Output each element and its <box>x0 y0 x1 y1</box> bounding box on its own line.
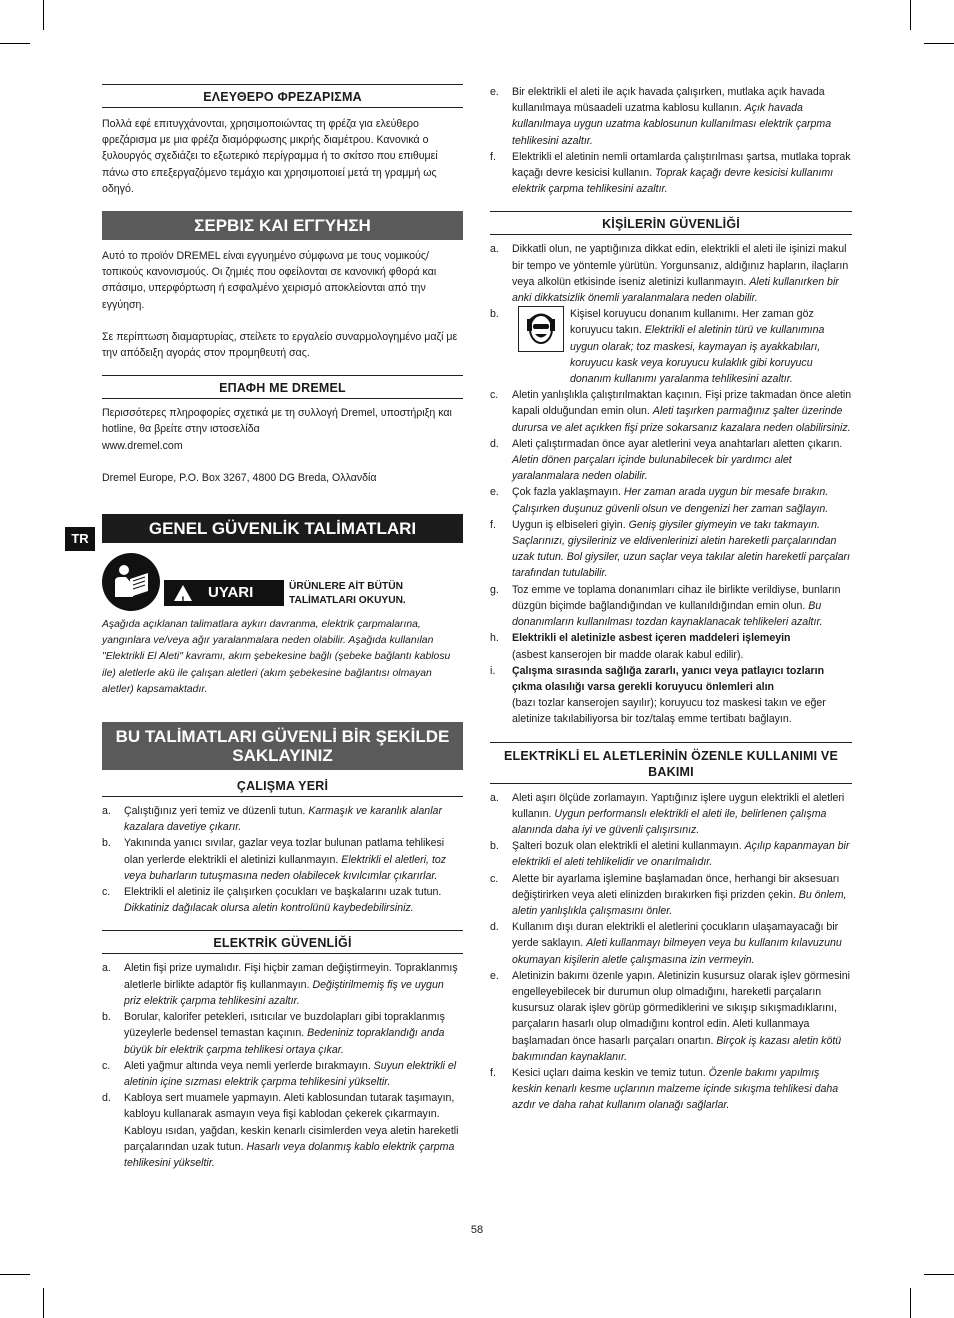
list-marker: c. <box>102 886 111 899</box>
list-item <box>490 630 852 662</box>
list-marker: d. <box>490 437 499 450</box>
list-item-text: Toz emme ve toplama donanımları cihaz ile birlikte verildiyse, bunların düzgün biçimde bağlandığından ve kullanıldığından emin olun. <box>512 583 841 612</box>
list-item <box>490 436 852 485</box>
list-item <box>102 803 463 835</box>
list-marker: g. <box>490 583 499 596</box>
list-item-note: Açık havada kullanılmaya uygun uzatma kablosunun kullanılması elektrik çarpma tehlikesini azaltır. <box>512 102 832 147</box>
list-item-note: Aleti taşırken parmağınız şalter üzerinde durursa ve alet açıkken fişi prize sokarsanız kazalara neden olabilirsiniz. <box>512 405 851 434</box>
list-item <box>490 306 852 387</box>
list-item <box>490 838 852 870</box>
list-item <box>490 84 852 149</box>
list-marker: e. <box>490 86 499 98</box>
list-marker: e. <box>490 486 499 499</box>
list-item <box>490 1065 852 1114</box>
list-item <box>102 1009 463 1058</box>
list-item-note: Her zaman arada uygun bir mesafe bırakın. Çalışırken duşunuz güvenli olsun ve dengenizi her zaman sağlayın. <box>512 486 829 515</box>
page-number: 58 <box>470 1224 484 1236</box>
list-marker: f. <box>490 518 496 531</box>
general-intro: Aşağıda açıklanan talimatlara aykırı davranma, elektrik çarpmalarına, yangınlara ve/veya ağır yaralanmalara neden olabilir. Aşağıda kullanılan "Elektrikli El Aleti" kavramı, akım şebekesine bağlı (şebeke bağlantı kablosu ile) aletlerle akü ile çalışan aletleri (akım şebekesine bağlantısı olmayan aletler) kapsamaktadır. <box>102 619 451 695</box>
list-item-text: Yakınında yanıcı sıvılar, gazlar veya tozlar bulunan patlama tehlikesi olan yerlerde elektrikli el aletinizi kullanmayın. <box>124 837 445 866</box>
list-item <box>490 968 852 1065</box>
list-item <box>490 919 852 968</box>
list-marker: a. <box>490 791 499 804</box>
list-item-text: Çok fazla yaklaşmayın. <box>512 486 621 499</box>
contact-text: Περισσότερες πληροφορίες σχετικά με τη συλλογή Dremel, υποστήριξη και hotline, θα βρείτε στην ιστοσελίδα <box>102 407 452 436</box>
list-item-text: (bazı tozlar kanserojen sayılır); koruyucu toz maskesi takın ve eğer aletinize takılabiliyorsa bir toz/talaş emme tertibatı bağlayın. <box>512 697 826 726</box>
service-text-1: Αυτό το προϊόν DREMEL είναι εγγυημένο σύμφωνα με τους νομικούς/ τοπικούς κανονισμούς. Οι ζημιές που οφείλονται σε κανονική φθορά και σπάσιμο, υπερφόρτωση ή εσφαλμένο χειρισμό αποκλείονται από την εγγύηση. <box>102 250 437 311</box>
list-item-text: Uygun iş elbiseleri giyin. <box>512 518 626 531</box>
service-text-2: Σε περίπτωση διαμαρτυρίας, στείλετε το εργαλείο συναρμολογημένο μαζί με την απόδειξη αγοράς στον προμηθευτή σας. <box>102 330 458 360</box>
list-marker: a. <box>490 243 499 256</box>
list-item-text: (asbest kanserojen bir madde olarak kabul edilir). <box>512 648 744 661</box>
list-item-note: Aletin dönen parçaları içinde bulunabilecek bir yardımcı alet yaralanmalara neden olabilir. <box>512 454 792 483</box>
list-item-text: Aletinizin bakımı özenle yapın. Aletinizin kusursuz olarak işlev görmesini engelleyebilecek bir durumun olup olmadığını, hareketli parçaların kusursuz olarak işlev görüp görmediklerini ve sıkışıp sıkışmadıklarını, parçaların hasarlı olup olmadığını kontrol edin. Aleti kullanmaya başlamadan önce hasarlı parçaları onartın. <box>512 969 850 1047</box>
list-item <box>490 484 852 516</box>
list-marker: d. <box>490 921 499 934</box>
list-item-text: Alette bir ayarlama işlemine başlamadan önce, herhangi bir aksesuarı değiştirirken veya aleti elinizden bırakırken fişi prizden çekin. <box>512 872 840 901</box>
list-item-text: Kesici uçları daima keskin ve temiz tutun. <box>512 1066 706 1079</box>
list-item <box>102 835 463 884</box>
list-item-text: Aleti yağmur altında veya nemli yerlerde bırakmayın. <box>124 1059 371 1072</box>
list-item-note: Açılıp kapanmayan bir elektrikli el aleti tehlikelidir ve onarılmalıdır. <box>512 840 850 869</box>
left-column <box>102 84 463 1171</box>
list-item <box>490 241 852 306</box>
personal-list <box>490 241 852 727</box>
list-item-note: Bu önlem, aletin yanlışlıkla çalışmasını önler. <box>512 888 847 917</box>
electrical-list <box>102 960 463 1171</box>
list-item <box>490 582 852 631</box>
warning-text: ÜRÜNLERE AİT BÜTÜN TALİMATLARI OKUYUN. <box>289 581 406 607</box>
list-marker: f. <box>490 150 496 163</box>
list-item-text: Aletin yanlışlıkla çalıştırılmaktan kaçının. Fişi prize takmadan önce aletin kapali olduğundan emin olun. <box>512 389 852 418</box>
list-marker: b. <box>102 837 111 850</box>
list-item-note: Bedeniniz topraklandığı anda büyük bir elektrik çarpma tehlikesi ortaya çıkar. <box>124 1027 445 1056</box>
list-item-note: Karmaşık ve karanlık alanlar kazalara davetiye çıkarır. <box>124 805 442 834</box>
care-list <box>490 790 852 1114</box>
list-item-note: Birçok iş kazası aletin kötü bakımından kaynaklanır. <box>512 1034 842 1063</box>
list-item-note: Özenle bakımı yapılmış keskin kenarlı kesme uçlarının malzeme içinde sıkışma tehlikesi daha azdır ve daha rahat kullanım olanağı sağlarlar. <box>512 1066 839 1112</box>
list-marker: a. <box>102 805 111 818</box>
right-column <box>490 84 852 1114</box>
list-item-text: Elektrikli el aletiniz ile çalışırken çocukları ve başkalarını uzak tutun. <box>124 886 442 899</box>
list-marker: i. <box>490 664 496 677</box>
work-area-heading: ÇALIŞMA YERİ <box>102 774 463 797</box>
list-marker: c. <box>490 389 499 402</box>
list-item <box>490 517 852 582</box>
warning-row <box>102 553 463 617</box>
list-item <box>102 1090 463 1171</box>
list-item-text: Kişisel koruyucu donanım kullanımı. Her zaman göz koruyucu takın. <box>570 308 814 337</box>
read-manual-icon <box>102 553 160 611</box>
freehand-text: Πολλά εφέ επιτυγχάνονται, χρησιμοποιώντας τη φρέζα για ελεύθερο φρεζάρισμα με μια φρέζα διαμόρφωσης μικρής διαμέτρου. Κανονικά ο ξυλουργός σχεδιάζει το εξωτερικό περίγραμμα ή το σκίτσο που επιθυμεί πάνω στο επεξεργαζόμενο τεμάχιο και χρησιμοποιεί μετά τη γραμμή ως οδηγό. <box>102 118 438 195</box>
list-item <box>102 960 463 1009</box>
list-item-text: Bir elektrikli el aleti ile açık havada çalışırken, mutlaka açık havada kullanılmaya müsaadeli uzatma kablosu kullanın. <box>512 86 825 115</box>
list-item-note: Elektrikli el aletleri, toz veya buharların tutuşmasına neden olabilecek kıvılcımlar çıkarırlar. <box>124 853 447 882</box>
list-item-bold: Çalışma sırasında sağlığa zararlı, yanıcı veya patlayıcı tozların çıkma olasılığı varsa gerekli koruyucu önlemleri alın <box>512 664 825 693</box>
list-item-text: Aleti aşırı ölçüde zorlamayın. Yaptığınız işlere uygun elektrikli el aletleri kullanın. <box>512 791 845 820</box>
list-item <box>490 387 852 436</box>
list-item-note: Dikkatiniz dağılacak olursa aletin kontrolünü kaybedebilirsiniz. <box>124 902 414 915</box>
electrical-heading: ELEKTRİK GÜVENLİĞİ <box>102 930 463 954</box>
list-marker: c. <box>490 872 499 885</box>
list-item-note: Geniş giysiler giymeyin ve takı takmayın. Saçlarınızı, giysileriniz ve eldivenlerinizi aletin hareketli parçalarından uzak tutun. Bol giysiler, uzun saçlar veya takılar aletin hareketli parçaları tarafından tutulabilir. <box>512 518 850 580</box>
list-marker: e. <box>490 969 499 982</box>
keep-instructions-heading: BU TALİMATLARI GÜVENLİ BİR ŞEKİLDE SAKLAYINIZ <box>102 722 463 770</box>
personal-safety-heading: KİŞİLERİN GÜVENLİĞİ <box>490 211 852 235</box>
list-item-text: Çalıştığınız yeri temiz ve düzenli tutun. <box>124 805 306 818</box>
contact-heading: ΕΠΑΦΗ ΜΕ DREMEL <box>102 375 463 399</box>
list-item-note: Uygun performanslı elektrikli el aleti ile, belirlenen çalışma alanında daha iyi ve güvenli çalışırsınız. <box>512 807 827 836</box>
list-item-note: Elektrikli el aletinin türü ve kullanımına uygun olarak; toz maskesi, kaymayan iş ayakkabıları, koruyucu kask veya koruyucu kulaklık gibi koruyucu donanım kullanımı yaralanma tehlikesini azaltır. <box>570 324 825 386</box>
list-marker: h. <box>490 632 499 645</box>
list-item-text: Dikkatli olun, ne yaptığınıza dikkat edin, elektrikli el aleti ile işinizi makul bir tempo ve yöntemle yürütün. Yorgunsanız, aldığınız hapların, ilaçların veya alkolün etkisinde iseniz aletinizi kullanmayın. <box>512 243 849 288</box>
list-marker: c. <box>102 1059 111 1072</box>
care-heading: ELEKTRİKLİ EL ALETLERİNİN ÖZENLE KULLANIMI VE BAKIMI <box>490 742 852 784</box>
list-item-note: Toprak kaçağı devre kesicisi kullanımı elektrik çarpma tehlikesini azaltır. <box>512 167 834 196</box>
electrical-list-continued <box>490 84 852 197</box>
list-item-text: Şalteri bozuk olan elektrikli el aletini kullanmayın. <box>512 840 742 853</box>
list-item-note: Hasarlı veya dolanmış kablo elektrik çarpma tehlikesini yükseltir. <box>124 1140 455 1169</box>
list-marker: d. <box>102 1092 111 1105</box>
face-mask-icon <box>518 306 564 352</box>
list-item-note: Değiştirilmemiş fiş ve uygun priz elektrik çarpma tehlikesini azaltır. <box>124 978 444 1007</box>
list-item-note: Bu donanımların kullanılması tozdan kaynaklanacak tehlikeleri azaltır. <box>512 599 823 629</box>
list-item-note: Aleti kullanmayı bilmeyen veya bu kullanım kılavuzunu okumayan kişilerin aletle çalışmasına izin vermeyin. <box>512 937 842 966</box>
list-item-note: Suyun elektrikli el aletinin içine sızması elektrik çarpma tehlikesini yükseltir. <box>124 1059 457 1088</box>
list-item-text: Elektrikli el aletinin nemli ortamlarda çalıştırılması şartsa, mutlaka toprak kaçağı devre kesicisi kullanın. <box>512 150 851 180</box>
list-item-text: Aleti çalıştırmadan önce ayar aletlerini veya anahtarları aletten çıkarın. <box>512 437 843 450</box>
language-tab: TR <box>65 527 95 551</box>
list-item-text: Aletin fişi prize uymalıdır. Fişi hiçbir zaman değiştirmeyin. Topraklanmış aletlerle birlikte adaptör fiş kullanmayın. <box>124 962 458 991</box>
list-item-bold: Elektrikli el aletinizle asbest içeren maddeleri işlemeyin <box>512 632 791 645</box>
list-item <box>490 871 852 920</box>
list-item <box>102 884 463 916</box>
service-heading: ΣΕΡΒΙΣ ΚΑΙ ΕΓΓΥΗΣΗ <box>102 211 463 240</box>
list-marker: b. <box>490 840 499 853</box>
list-item <box>490 790 852 839</box>
list-item-note: Aleti kullanırken bir anki dikkatsizlik önemli yaralanmalara neden olabilir. <box>512 275 839 305</box>
warning-badge: ! UYARI <box>164 580 284 606</box>
freehand-heading: ΕΛΕΥΘΕΡΟ ΦΡΕΖΑΡΙΣΜΑ <box>102 84 463 108</box>
work-area-list <box>102 803 463 916</box>
list-marker: b. <box>490 308 499 321</box>
list-item-text: Kabloya sert muamele yapmayın. Aleti kablosundan tutarak taşımayın, kabloyu kullanarak asmayın veya fişi kablodan çekerek çıkarmayın. Kabloyu ısıdan, yağdan, keskin kenarlı cisimlerden veya aletin hareketli parçalarından uzak tutun. <box>124 1092 459 1153</box>
list-item-text: Kullanım dışı duran elektrikli el aletlerini çocukların ulaşamayacağı bir yerde saklayın. <box>512 921 839 950</box>
list-marker: b. <box>102 1011 111 1024</box>
contact-url[interactable]: www.dremel.com <box>102 439 183 452</box>
list-marker: f. <box>490 1066 496 1079</box>
general-safety-heading: GENEL GÜVENLİK TALİMATLARI <box>102 514 463 543</box>
contact-address: Dremel Europe, P.O. Box 3267, 4800 DG Breda, Ολλανδία <box>102 471 377 484</box>
list-item <box>102 1058 463 1090</box>
list-item-text: Borular, kalorifer petekleri, ısıtıcılar ve buzdolapları gibi topraklanmış yüzeylerle bedensel temastan kaçının. <box>124 1011 445 1040</box>
list-item <box>490 149 852 198</box>
list-marker: a. <box>102 962 111 975</box>
list-item <box>490 663 852 728</box>
